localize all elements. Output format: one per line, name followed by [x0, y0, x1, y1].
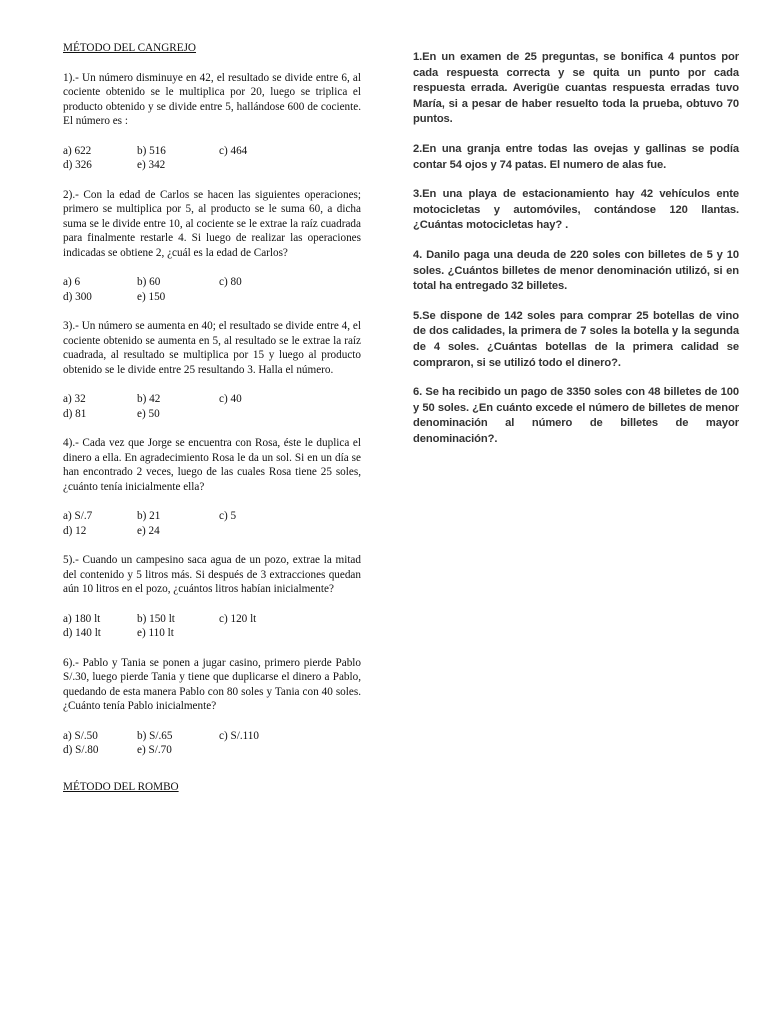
problem-statement: 5).- Cuando un campesino saca agua de un pozo, extrae la mitad del contenido y 5 litros más. Si después de 3 extracciones quedan aún 10 litros en el pozo, ¿cuántos litros habían inicialmente? [63, 554, 361, 595]
scanned-problem-1: 1.En un examen de 25 preguntas, se bonifica 4 puntos por cada respuesta correcta y se quita un punto por cada respuesta errada. Averigüe cuantas respuesta erradas tuvo María, si a pesar de haber resuelto toda la prueba, obtuvo 70 puntos. [413, 51, 739, 126]
scanned-problem-6: 6. Se ha recibido un pago de 3350 soles con 48 billetes de 100 y 50 soles. ¿En cuánto excede el número de billetes de menor denominación al número de billetes de mayor denominación?. [413, 386, 739, 445]
scanned-problem-4: 4. Danilo paga una deuda de 220 soles con billetes de 5 y 10 soles. ¿Cuántos billetes de menor denominación utilizó, si en total ha entregado 32 billetes. [413, 248, 739, 293]
answer-options [63, 509, 361, 538]
option-b: b) 42 [137, 393, 161, 405]
option-a: a) S/.50 [63, 729, 98, 742]
scanned-problem-5: 5.Se dispone de 142 soles para comprar 25 botellas de vino de dos calidades, la primera de 7 soles la botella y la segunda de 4 soles. ¿Cuántas botellas de la primera calidad se compraron, si se utilizó todo el dinero?. [413, 309, 739, 369]
scanned-problem-2: 2.En una granja entre todas las ovejas y gallinas se podía contar 54 ojos y 74 patas. El numero de alas fue. [413, 142, 739, 171]
option-e: e) 342 [137, 159, 166, 171]
problem-statement: 3).- Un número se aumenta en 40; el resultado se divide entre 4, el cociente obtenido se aumenta en 5, al resultado se le extrae la raíz cuadrada, al resultado se multiplica por 15 y luego al producto obtenido se le divide entre 25 resultando 3. Halla el número. [63, 320, 361, 376]
option-e: e) 50 [137, 407, 160, 420]
problem-statement: 1).- Un número disminuye en 42, el resultado se divide entre 6, al cociente obtenido se le multiplica por 20, luego se triplica el producto obtenido y se divide entre 5, hallándose 600 de cociente. El número es : [63, 71, 361, 127]
option-b: b) 516 [137, 144, 166, 157]
option-c: c) 464 [219, 144, 248, 157]
option-b: b) 60 [137, 276, 161, 288]
option-e: e) S/.70 [137, 744, 172, 756]
option-d: d) S/.80 [63, 744, 99, 756]
option-d: d) 140 lt [63, 627, 101, 639]
section-heading-rhombus-method: MÉTODO DEL ROMBO [63, 780, 179, 793]
answer-options [63, 729, 361, 758]
option-b: b) 150 lt [137, 612, 175, 625]
option-a: a) S/.7 [63, 510, 93, 522]
problem-5 [63, 553, 361, 641]
option-d: d) 326 [63, 159, 92, 171]
problem-statement: 2).- Con la edad de Carlos se hacen las siguientes operaciones; primero se multiplica por 5, al producto se le suma 60, a dicha suma se le divide entre 10, al cociente se le extrae la raíz cuadrada para finalmente restarle 4. Si luego de realizar las operaciones indicadas se obtiene 2, ¿cuál es la edad de Carlos? [63, 188, 361, 259]
problem-4 [63, 436, 361, 538]
problem-statement: 4).- Cada vez que Jorge se encuentra con Rosa, éste le duplica el dinero a ella. En agradecimiento Rosa le da un sol. Si en un día se han encontrado 2 veces, luego de las cuales Rosa tiene 25 soles, ¿cuánto tenía inicialmente ella? [63, 437, 361, 493]
right-column-scanned-problems [413, 50, 739, 461]
answer-options [63, 144, 361, 173]
option-d: d) 81 [63, 407, 87, 420]
option-b: b) S/.65 [137, 729, 173, 742]
option-a: a) 180 lt [63, 612, 101, 625]
section-heading-crab-method: MÉTODO DEL CANGREJO [63, 42, 197, 54]
option-d: d) 300 [63, 290, 92, 303]
option-e: e) 110 lt [137, 627, 174, 639]
scanned-problem-3: 3.En una playa de estacionamiento hay 42 vehículos ente motocicletas y automóviles, contándose 120 llantas. ¿Cuántas motocicletas hay? . [413, 188, 739, 232]
option-c: c) 5 [219, 510, 237, 522]
answer-options [63, 392, 361, 421]
option-c: c) 40 [219, 393, 242, 405]
answer-options [63, 612, 361, 641]
problem-6 [63, 656, 361, 758]
problem-statement: 6).- Pablo y Tania se ponen a jugar casino, primero pierde Pablo S/.30, luego pierde Tania y tiene que duplicarse el dinero a Pablo, quedando de esta manera Pablo con 80 soles y Tania con 40 soles. ¿Cuánto tenía Pablo inicialmente? [63, 656, 361, 712]
option-c: c) 80 [219, 276, 242, 288]
option-a: a) 6 [63, 276, 81, 288]
option-e: e) 150 [137, 290, 166, 303]
option-c: c) S/.110 [219, 729, 259, 742]
option-a: a) 32 [63, 393, 86, 405]
problem-2 [63, 188, 361, 305]
problem-1 [63, 71, 361, 173]
option-d: d) 12 [63, 524, 87, 537]
left-column [63, 41, 361, 809]
option-b: b) 21 [137, 510, 161, 522]
option-e: e) 24 [137, 524, 160, 537]
answer-options [63, 275, 361, 304]
problem-3 [63, 319, 361, 421]
option-a: a) 622 [63, 144, 92, 157]
option-c: c) 120 lt [219, 612, 257, 625]
